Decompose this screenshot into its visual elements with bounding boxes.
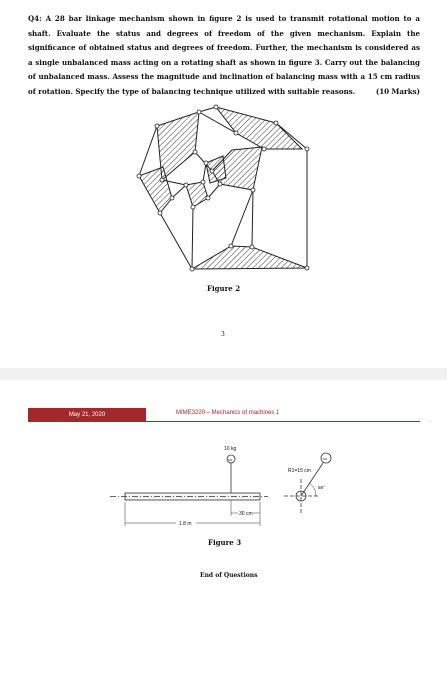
distance-label: 30 cm — [239, 511, 253, 517]
figure-2-linkage — [0, 0, 447, 290]
length-label: 1.8 m — [179, 521, 192, 527]
mass-symbol-right: M1 — [323, 457, 328, 461]
header-date: May 21, 2020 — [28, 408, 146, 422]
page-number: 3 — [221, 331, 225, 338]
link-top-right — [216, 107, 302, 149]
mass-label: 10 kg — [224, 446, 237, 452]
angle-label: 58° — [318, 485, 325, 490]
link-bottom — [192, 246, 307, 269]
link-center-small — [206, 156, 226, 183]
link-mid-bottom — [186, 182, 208, 207]
question-text: Q4: A 28 bar linkage mechanism shown in figure 2 is used to transmit rotational motion to a shaft. Evaluate the status and degrees of freedom of the given mechanism. Explain the significance of obtained status and degrees of freedom. Further, the mechanism is considered as a single unbalanced mass acting on a rotating shaft as shown in figure 3. Carry out the balancing of unbalanced mass. Assess the magnitude and inclination of balancing mass with a 15 cm radius of rotation. Specify the type of balancing technique utilized with suitable reasons. — [28, 14, 420, 96]
figure-3-caption: Figure 3 — [208, 538, 242, 547]
question-marks: (10 Marks) — [375, 86, 420, 96]
figure-3-shaft — [0, 430, 447, 590]
figure-2-caption: Figure 2 — [207, 284, 241, 293]
radius-label: R1=15 cm — [288, 468, 311, 474]
header-divider — [146, 421, 420, 422]
end-of-questions: End of Questions — [200, 572, 258, 579]
page-2 — [0, 380, 447, 700]
header-course: MIME3220 – Mechanics of machines 1 — [176, 410, 280, 416]
mass-symbol: M1 — [228, 458, 233, 462]
